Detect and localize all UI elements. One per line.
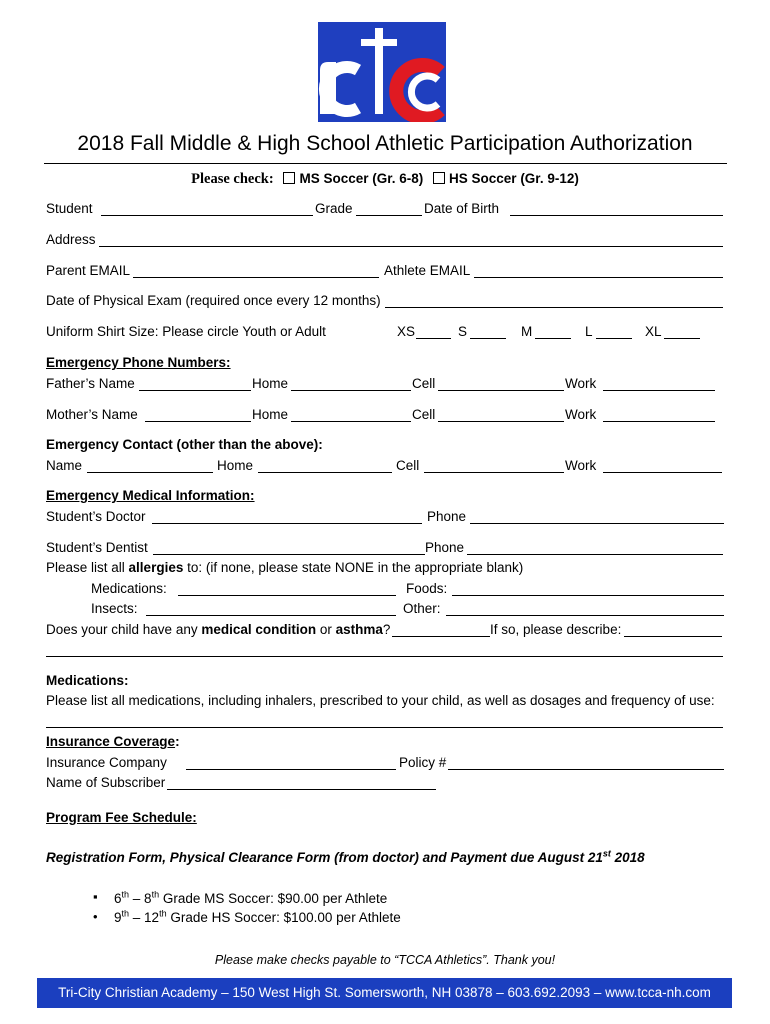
size-xl-field[interactable]	[664, 338, 700, 339]
contact-home-field[interactable]	[258, 472, 392, 473]
physical-exam-label: Date of Physical Exam (required once every 12 months)	[46, 293, 381, 308]
hs-soccer-label: HS Soccer (Gr. 9-12)	[449, 171, 579, 186]
describe-field[interactable]	[624, 636, 722, 637]
uniform-label: Uniform Shirt Size: Please circle Youth or Adult	[46, 324, 326, 339]
size-xl-label: XL	[645, 324, 662, 339]
parent-email-label: Parent EMAIL	[46, 263, 131, 278]
dentist-label: Student’s Dentist	[46, 540, 148, 555]
allergies-instruction: Please list all allergies to: (if none, please state NONE in the appropriate blank)	[46, 560, 524, 575]
size-s-label: S	[458, 324, 468, 339]
footer-contact-bar: Tri-City Christian Academy – 150 West High St. Somersworth, NH 03878 – 603.692.2093 – www.tcca-nh.com	[37, 978, 732, 1008]
allergy-foods-label: Foods:	[406, 581, 448, 596]
size-xs-label: XS	[397, 324, 416, 339]
contact-cell-field[interactable]	[424, 472, 564, 473]
size-s-field[interactable]	[470, 338, 506, 339]
allergy-other-label: Other:	[403, 601, 441, 616]
student-label: Student	[46, 201, 93, 216]
contact-work-field[interactable]	[603, 472, 722, 473]
mother-name-label: Mother’s Name	[46, 407, 138, 422]
doctor-field[interactable]	[152, 523, 422, 524]
size-l-field[interactable]	[596, 338, 632, 339]
medical-condition-question: Does your child have any medical condition or asthma?	[46, 622, 391, 637]
parent-email-field[interactable]	[133, 277, 379, 278]
father-name-field[interactable]	[139, 390, 251, 391]
mother-home-field[interactable]	[291, 421, 411, 422]
size-xs-field[interactable]	[416, 338, 451, 339]
subscriber-label: Name of Subscriber	[46, 775, 166, 790]
due-date-notice: Registration Form, Physical Clearance Form (from doctor) and Payment due August 21st 2018	[46, 848, 645, 865]
mother-name-field[interactable]	[145, 421, 251, 422]
form-title: 2018 Fall Middle & High School Athletic Participation Authorization	[77, 132, 693, 155]
dentist-phone-label: Phone	[425, 540, 465, 555]
mother-cell-label: Cell	[412, 407, 436, 422]
insurance-company-field[interactable]	[186, 769, 396, 770]
athlete-email-label: Athlete EMAIL	[384, 263, 471, 278]
medical-condition-field[interactable]	[392, 636, 490, 637]
father-cell-label: Cell	[412, 376, 436, 391]
father-cell-field[interactable]	[438, 390, 564, 391]
father-work-label: Work	[565, 376, 597, 391]
student-name-field[interactable]	[101, 215, 313, 216]
father-name-label: Father’s Name	[46, 376, 135, 391]
emergency-contact-heading: Emergency Contact (other than the above):	[46, 437, 323, 452]
policy-field[interactable]	[448, 769, 724, 770]
dentist-phone-field[interactable]	[467, 554, 723, 555]
hs-soccer-checkbox[interactable]	[433, 172, 445, 184]
mother-work-field[interactable]	[603, 421, 715, 422]
doctor-phone-field[interactable]	[470, 523, 724, 524]
medical-info-heading: Emergency Medical Information:	[46, 488, 255, 503]
size-m-label: M	[521, 324, 533, 339]
physical-exam-field[interactable]	[385, 307, 723, 308]
check-prompt: Please check:	[191, 171, 274, 187]
dob-field[interactable]	[510, 215, 723, 216]
father-home-field[interactable]	[291, 390, 411, 391]
address-label: Address	[46, 232, 96, 247]
insurance-heading: Insurance Coverage:	[46, 734, 180, 749]
mother-home-label: Home	[252, 407, 289, 422]
payable-note: Please make checks payable to “TCCA Athletics”. Thank you!	[214, 953, 556, 967]
allergy-medications-label: Medications:	[91, 581, 167, 596]
contact-home-label: Home	[217, 458, 254, 473]
ms-soccer-label: MS Soccer (Gr. 6-8)	[299, 171, 424, 186]
dentist-field[interactable]	[153, 554, 425, 555]
medications-heading: Medications:	[46, 673, 129, 688]
dob-label: Date of Birth	[424, 201, 500, 216]
contact-name-label: Name	[46, 458, 83, 473]
bullet-dot-icon: •	[93, 909, 98, 924]
contact-name-field[interactable]	[87, 472, 213, 473]
size-l-label: L	[585, 324, 593, 339]
allergy-foods-field[interactable]	[452, 595, 724, 596]
medications-field[interactable]	[46, 727, 723, 728]
title-divider	[44, 163, 727, 164]
allergy-medications-field[interactable]	[178, 595, 396, 596]
describe-label: If so, please describe:	[490, 622, 622, 637]
subscriber-field[interactable]	[167, 789, 436, 790]
size-m-field[interactable]	[535, 338, 571, 339]
insurance-company-label: Insurance Company	[46, 755, 167, 770]
doctor-label: Student’s Doctor	[46, 509, 146, 524]
grade-field[interactable]	[356, 215, 422, 216]
father-home-label: Home	[252, 376, 289, 391]
doctor-phone-label: Phone	[427, 509, 467, 524]
athlete-email-field[interactable]	[474, 277, 723, 278]
fee-schedule-heading: Program Fee Schedule:	[46, 810, 197, 825]
allergy-other-field[interactable]	[446, 615, 724, 616]
ms-fee-item: 6th – 8th Grade MS Soccer: $90.00 per Athlete	[114, 889, 388, 906]
policy-label: Policy #	[399, 755, 447, 770]
describe-line-2[interactable]	[46, 656, 723, 657]
grade-label: Grade	[315, 201, 353, 216]
hs-fee-item: 9th – 12th Grade HS Soccer: $100.00 per Athlete	[114, 908, 401, 925]
mother-work-label: Work	[565, 407, 597, 422]
mother-cell-field[interactable]	[438, 421, 564, 422]
contact-cell-label: Cell	[396, 458, 420, 473]
contact-work-label: Work	[565, 458, 597, 473]
tcca-logo	[318, 22, 446, 122]
ms-soccer-checkbox[interactable]	[283, 172, 295, 184]
emergency-phone-heading: Emergency Phone Numbers:	[46, 355, 231, 370]
father-work-field[interactable]	[603, 390, 715, 391]
address-field[interactable]	[99, 246, 723, 247]
bullet-square-icon: ▪	[93, 889, 98, 904]
medications-instruction: Please list all medications, including inhalers, prescribed to your child, as well as dosages and frequency of use:	[46, 693, 715, 708]
allergy-insects-label: Insects:	[91, 601, 138, 616]
allergy-insects-field[interactable]	[146, 615, 396, 616]
program-check-row	[0, 170, 770, 188]
